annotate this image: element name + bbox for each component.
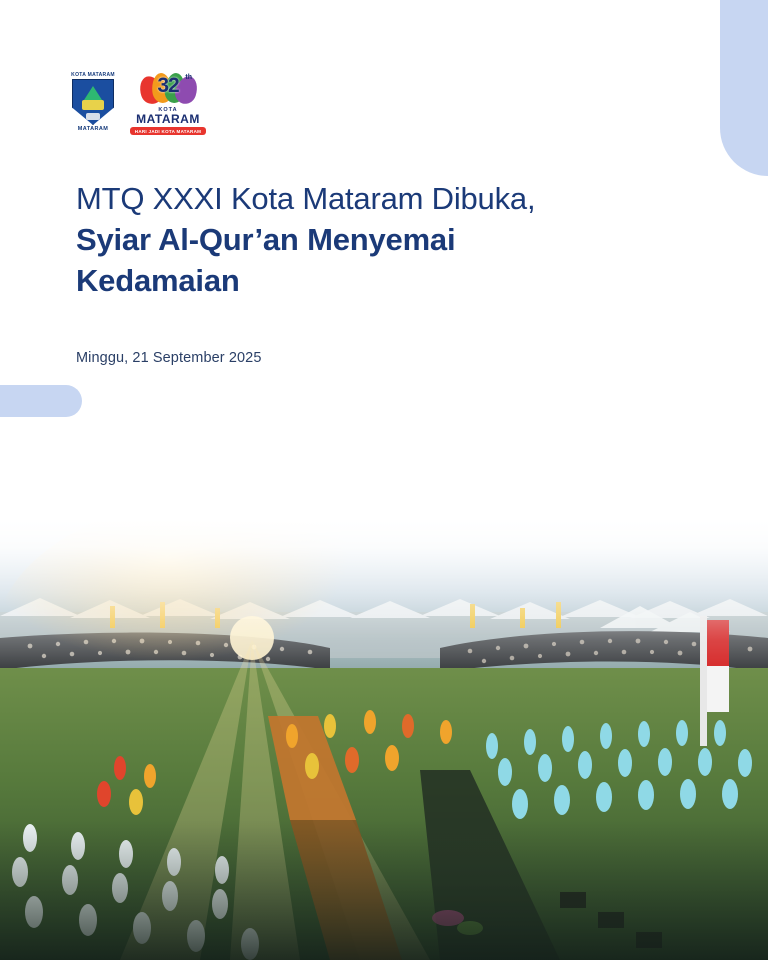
anniversary-tagline: HARI JADI KOTA MATARAM <box>130 127 206 135</box>
shield-icon <box>72 79 114 125</box>
anniversary-swoosh-icon <box>138 72 198 106</box>
city-crest-logo <box>68 73 118 135</box>
anniversary-city-name: MATARAM <box>136 112 200 127</box>
headline-line-3: Kedamaian <box>76 263 240 299</box>
headline-line-1: MTQ XXXI Kota Mataram Dibuka, <box>76 181 536 216</box>
city-crest-top-text: KOTA MATARAM <box>71 72 115 78</box>
anniversary-ordinal: th <box>185 74 192 81</box>
anniversary-number: 32 <box>157 74 179 97</box>
decorative-shape-top-right <box>720 0 768 176</box>
decorative-shape-left <box>0 385 82 417</box>
event-photo-illustration <box>0 520 768 960</box>
city-crest-name: MATARAM <box>77 126 109 132</box>
publish-date: Minggu, 21 September 2025 <box>76 350 262 366</box>
headline-line-2: Syiar Al-Qur’an Menyemai <box>76 222 456 258</box>
page-title <box>76 178 696 302</box>
event-photo <box>0 520 768 960</box>
logo-row <box>68 72 204 136</box>
anniversary-logo <box>132 72 204 136</box>
anniversary-kota-label: KOTA <box>158 107 178 113</box>
